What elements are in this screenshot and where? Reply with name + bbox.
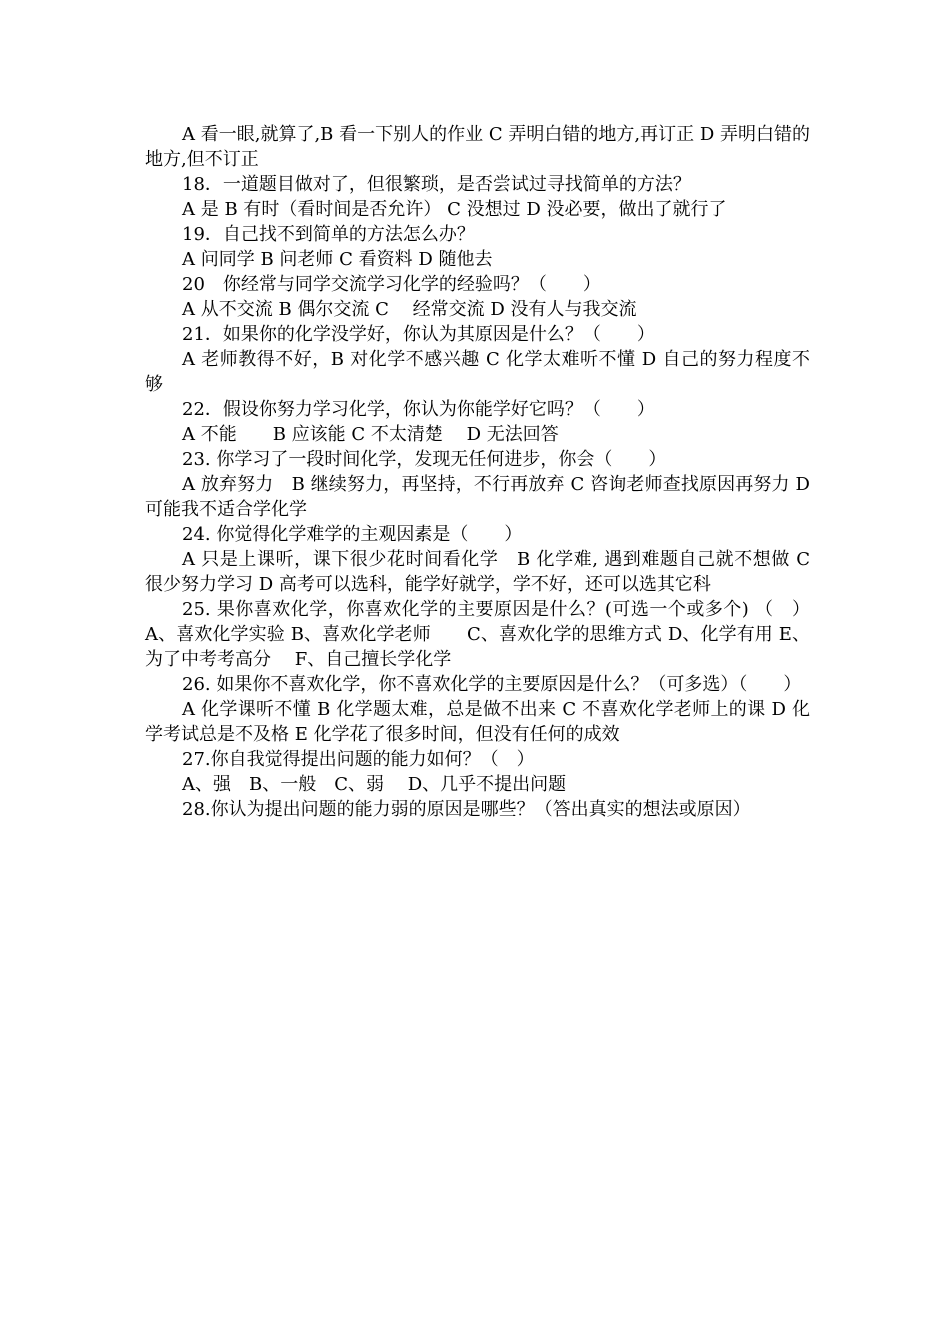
answer-options-19: A 问同学 B 问老师 C 看资料 D 随他去 — [182, 249, 493, 270]
answer-options-18: A 是 B 有时（看时间是否允许） C 没想过 D 没必要，做出了就行了 — [182, 199, 727, 220]
question-27: 27.你自我觉得提出问题的能力如何？（ ） — [182, 749, 535, 770]
question-28: 28.你认为提出问题的能力弱的原因是哪些？（答出真实的想法或原因） — [182, 799, 751, 820]
question-25: 25. 果你喜欢化学，你喜欢化学的主要原因是什么？(可选一个或多个) （ ）A、喜欢化学实验 B、喜欢化学老师 C、喜欢化学的思维方式 D、化学有用 E、为了中考考高分 F、自己擅长学化学 — [145, 599, 810, 670]
answer-options-27: A、强 B、一般 C、弱 D、几乎不提出问题 — [182, 774, 567, 795]
answer-options-23: A 放弃努力 B 继续努力，再坚持，不行再放弃 C 咨询老师查找原因再努力 D 可能我不适合学化学 — [145, 474, 810, 520]
question-22: 22．假设你努力学习化学，你认为你能学好它吗？（ ） — [182, 399, 655, 420]
answer-options-21: A 老师教得不好，B 对化学不感兴趣 C 化学太难听不懂 D 自己的努力程度不够 — [145, 349, 810, 395]
answer-options-26: A 化学课听不懂 B 化学题太难，总是做不出来 C 不喜欢化学老师上的课 D 化学考试总是不及格 E 化学花了很多时间，但没有任何的成效 — [145, 699, 810, 745]
answer-options-17: A 看一眼,就算了,B 看一下别人的作业 C 弄明白错的地方,再订正 D 弄明白错的地方,但不订正 — [145, 124, 810, 170]
answer-options-24: A 只是上课听，课下很少花时间看化学 B 化学难, 遇到难题自己就不想做 C 很少努力学习 D 高考可以选科，能学好就学，学不好，还可以选其它科 — [145, 549, 810, 595]
question-19: 19．自己找不到简单的方法怎么办？ — [182, 224, 475, 245]
question-24: 24. 你觉得化学难学的主观因素是（ ） — [182, 524, 523, 545]
question-20: 20 你经常与同学交流学习化学的经验吗？（ ） — [182, 274, 601, 295]
answer-options-22: A 不能 B 应该能 C 不太清楚 D 无法回答 — [182, 424, 559, 445]
document-page — [145, 122, 810, 822]
question-21: 21．如果你的化学没学好，你认为其原因是什么？（ ） — [182, 324, 655, 345]
question-18: 18．一道题目做对了，但很繁琐，是否尝试过寻找简单的方法？ — [182, 174, 691, 195]
question-23: 23. 你学习了一段时间化学，发现无任何进步，你会（ ） — [182, 449, 667, 470]
answer-options-20: A 从不交流 B 偶尔交流 C 经常交流 D 没有人与我交流 — [182, 299, 637, 320]
question-26: 26. 如果你不喜欢化学，你不喜欢化学的主要原因是什么？（可多选）（ ） — [182, 674, 802, 695]
